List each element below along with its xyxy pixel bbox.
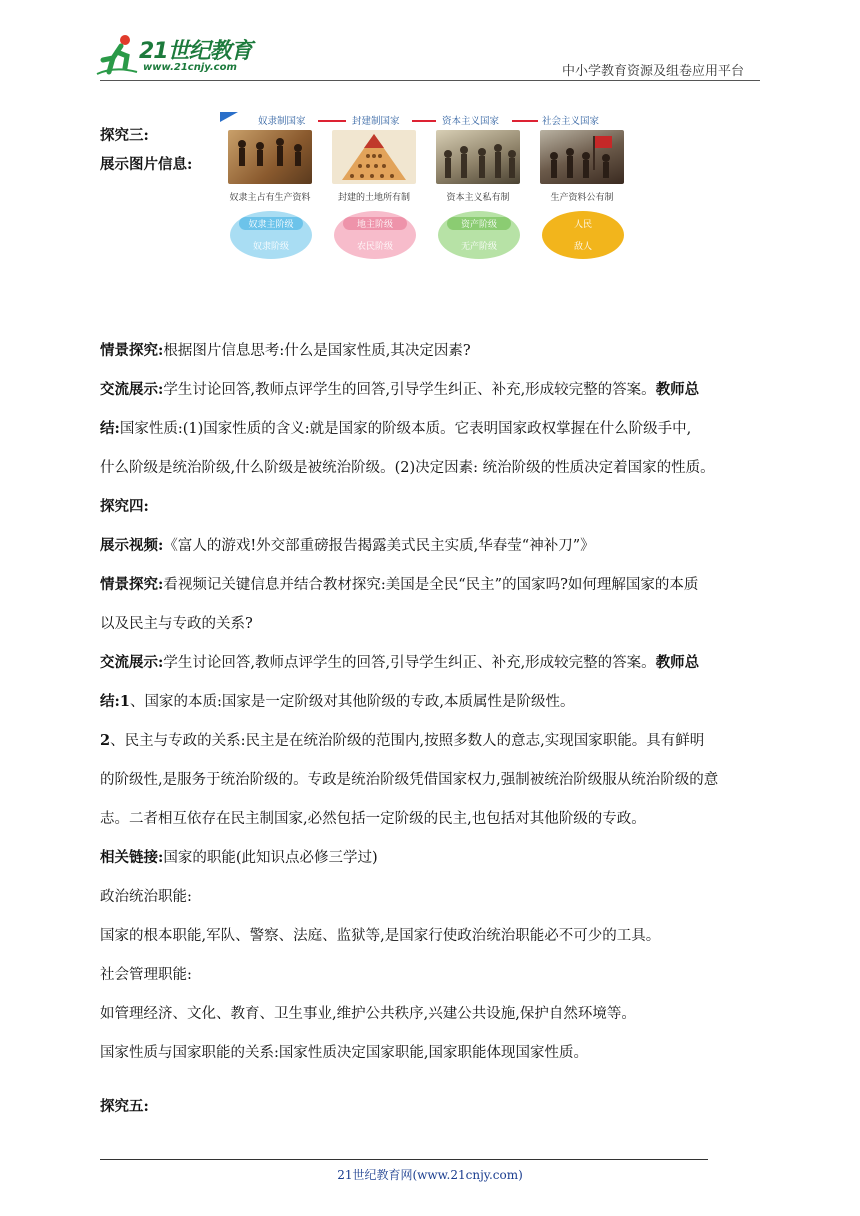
stage-label: 资本主义国家 xyxy=(442,116,500,127)
paragraph: 政治统治职能: xyxy=(100,889,192,905)
arrow-icon xyxy=(318,120,346,122)
capitalism-image xyxy=(436,130,520,184)
stage-label: 社会主义国家 xyxy=(542,116,600,127)
footer-link[interactable]: 21世纪教育网(www.21cnjy.com) xyxy=(337,1168,523,1182)
stage-label: 封建制国家 xyxy=(352,116,400,127)
state-types-figure xyxy=(220,110,630,265)
header-divider xyxy=(100,80,760,81)
feudal-pyramid-image xyxy=(332,130,416,184)
paragraph: 社会管理职能: xyxy=(100,967,192,983)
paragraph: 交流展示:学生讨论回答,教师点评学生的回答,引导学生纠正、补充,形成较完整的答案。教师总 xyxy=(100,381,700,398)
paragraph: 以及民主与专政的关系? xyxy=(100,616,253,632)
ownership-caption: 资本主义私有制 xyxy=(446,193,510,203)
paragraph: 展示视频:《富人的游戏!外交部重磅报告揭露美式民主实质,华春莹“神补刀”》 xyxy=(100,537,595,554)
site-name: 中小学教育资源及组卷应用平台 xyxy=(562,64,745,79)
ownership-caption: 生产资料公有制 xyxy=(550,193,614,203)
section3-label: 展示图片信息: xyxy=(100,156,193,173)
site-logo xyxy=(95,32,255,78)
class-oval: 人民 敌人 xyxy=(542,211,624,259)
ownership-caption: 奴隶主占有生产资料 xyxy=(229,193,311,203)
slavery-image xyxy=(228,130,312,184)
paragraph: 情景探究:根据图片信息思考:什么是国家性质,其决定因素? xyxy=(100,342,471,359)
class-oval: 地主阶级 农民阶级 xyxy=(334,211,416,259)
section4-title: 探究四: xyxy=(100,498,149,515)
paragraph: 如管理经济、文化、教育、卫生事业,维护公共秩序,兴建公共设施,保护自然环境等。 xyxy=(100,1006,636,1022)
paragraph: 相关链接:国家的职能(此知识点必修三学过) xyxy=(100,849,378,866)
socialism-image xyxy=(540,130,624,184)
paragraph: 2、民主与专政的关系:民主是在统治阶级的范围内,按照多数人的意志,实现国家职能。具有鲜明 xyxy=(100,732,705,749)
paragraph: 国家的根本职能,军队、警察、法庭、监狱等,是国家行使政治统治职能必不可少的工具。 xyxy=(100,928,661,944)
corner-mark xyxy=(220,112,238,122)
paragraph: 结:国家性质:(1)国家性质的含义:就是国家的阶级本质。它表明国家政权掌握在什么阶级手中, xyxy=(100,420,692,437)
paragraph: 结:1、国家的本质:国家是一定阶级对其他阶级的专政,本质属性是阶级性。 xyxy=(100,693,575,710)
footer-divider xyxy=(100,1159,708,1160)
stage-label: 奴隶制国家 xyxy=(258,116,306,127)
paragraph: 的阶级性,是服务于统治阶级的。专政是统治阶级凭借国家权力,强制被统治阶级服从统治阶级的意 xyxy=(100,772,719,788)
section3-title: 探究三: xyxy=(100,127,149,144)
arrow-icon xyxy=(412,120,436,122)
class-oval: 奴隶主阶级 奴隶阶级 xyxy=(230,211,312,259)
paragraph: 志。二者相互依存在民主制国家,必然包括一定阶级的民主,也包括对其他阶级的专政。 xyxy=(100,811,646,827)
paragraph: 交流展示:学生讨论回答,教师点评学生的回答,引导学生纠正、补充,形成较完整的答案。教师总 xyxy=(100,654,700,671)
runner-icon xyxy=(95,32,139,76)
ownership-caption: 封建的土地所有制 xyxy=(337,193,410,203)
paragraph: 情景探究:看视频记关键信息并结合教材探究:美国是全民“民主”的国家吗?如何理解国家的本质 xyxy=(100,576,699,593)
paragraph: 国家性质与国家职能的关系:国家性质决定国家职能,国家职能体现国家性质。 xyxy=(100,1045,588,1061)
logo-url: www.21cnjy.com xyxy=(143,62,237,73)
paragraph: 什么阶级是统治阶级,什么阶级是被统治阶级。(2)决定因素: 统治阶级的性质决定着国家的性质。 xyxy=(100,460,715,476)
section5-title: 探究五: xyxy=(100,1098,149,1115)
class-oval: 资产阶级 无产阶级 xyxy=(438,211,520,259)
logo-text: 21世纪教育 xyxy=(139,39,252,64)
arrow-icon xyxy=(512,120,538,122)
